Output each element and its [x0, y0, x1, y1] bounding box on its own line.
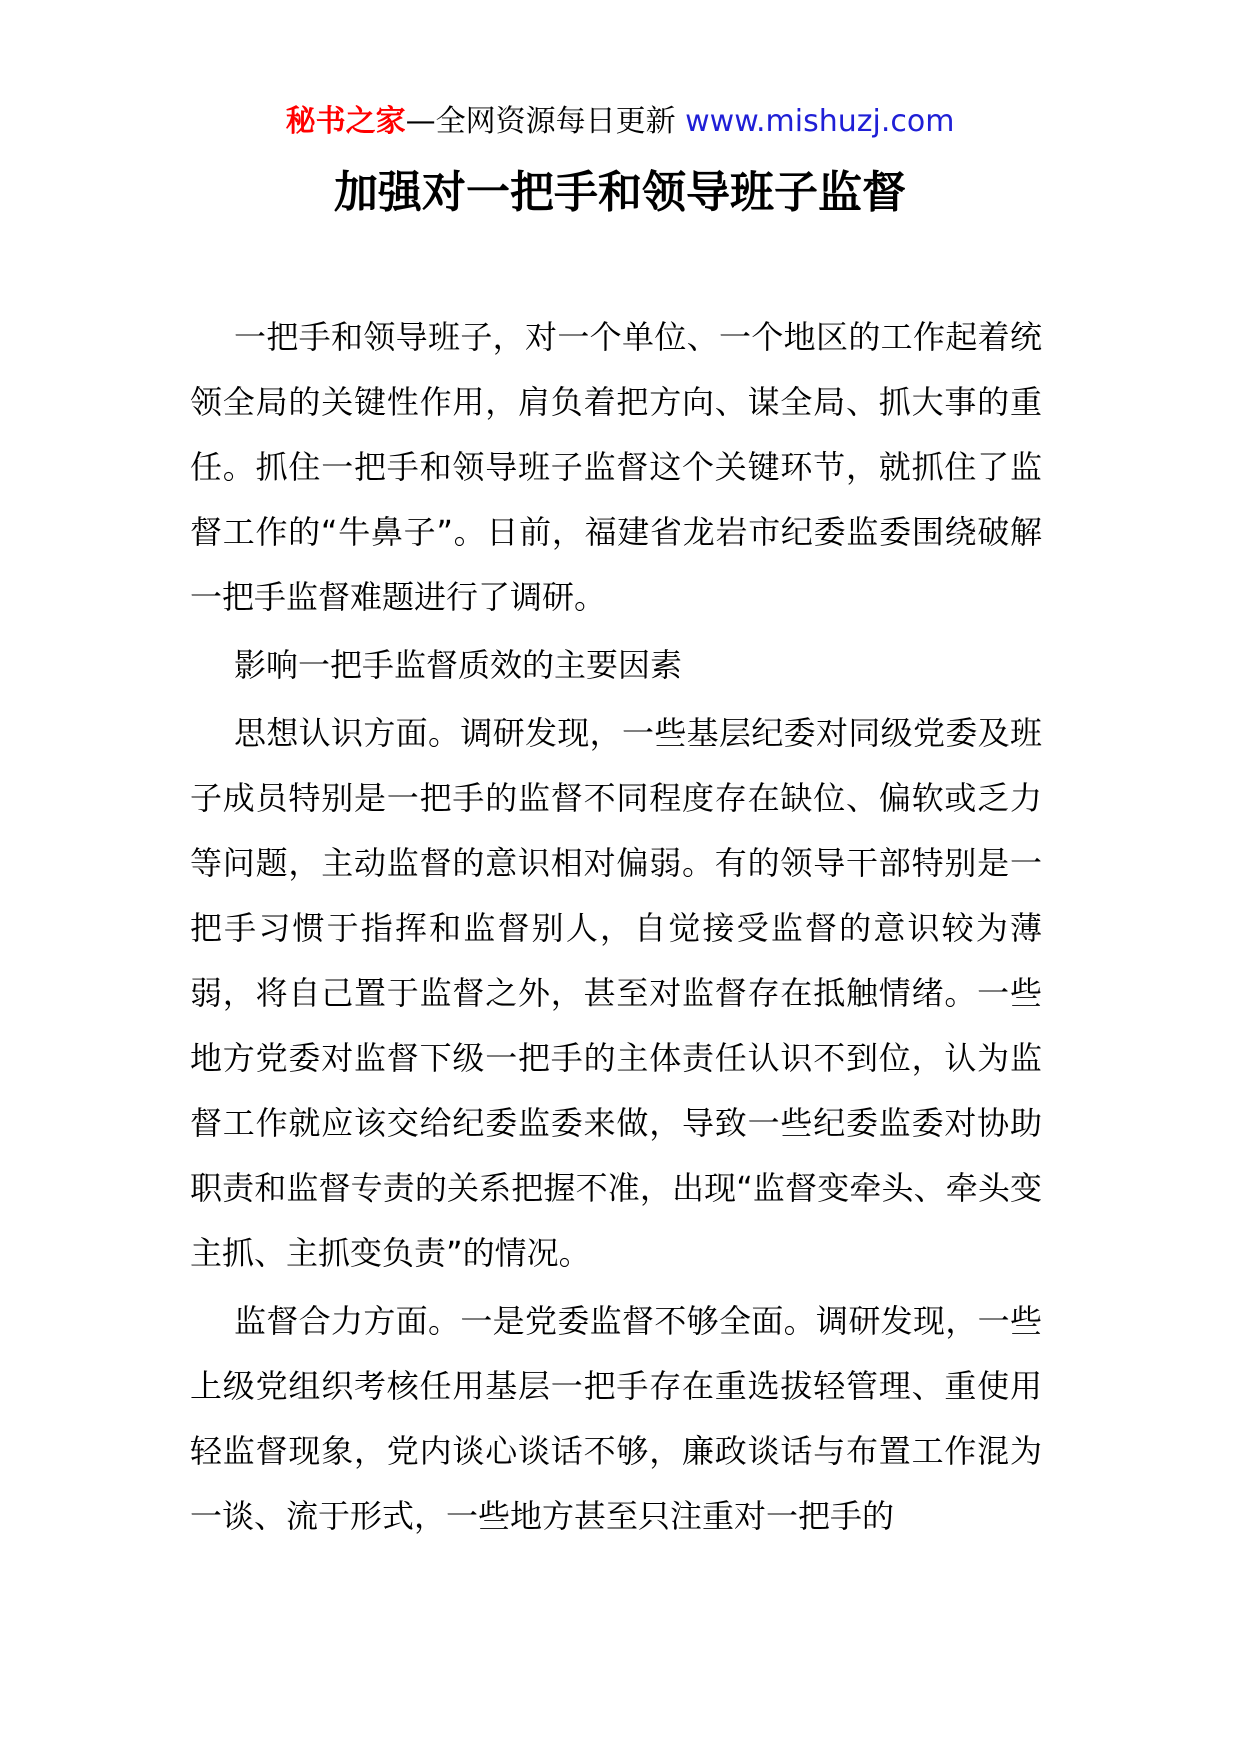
document-body: [190, 305, 1042, 1552]
site-header: [0, 100, 1240, 144]
section-heading: 影响一把手监督质效的主要因素: [234, 646, 683, 684]
paragraph-synergy: 监督合力方面。一是党委监督不够全面。调研发现，一些上级党组织考核任用基层一把手存在重选拔轻管理、重使用轻监督现象，党内谈心谈话不够，廉政谈话与布置工作混为一谈、流于形式，一些地方甚至只注重对一把手的: [190, 1302, 1042, 1535]
document-title: 加强对一把手和领导班子监督: [334, 167, 906, 218]
site-url-link[interactable]: www.mishuzj.com: [685, 104, 955, 139]
header-tagline: —全网资源每日更新: [405, 104, 686, 139]
paragraph-intro: 一把手和领导班子，对一个单位、一个地区的工作起着统领全局的关键性作用，肩负着把方向、谋全局、抓大事的重任。抓住一把手和领导班子监督这个关键环节，就抓住了监督工作的“牛鼻子”。日前，福建省龙岩市纪委监委围绕破解一把手监督难题进行了调研。: [190, 318, 1042, 616]
paragraph-ideology: 思想认识方面。调研发现，一些基层纪委对同级党委及班子成员特别是一把手的监督不同程度存在缺位、偏软或乏力等问题，主动监督的意识相对偏弱。有的领导干部特别是一把手习惯于指挥和监督别人，自觉接受监督的意识较为薄弱，将自己置于监督之外，甚至对监督存在抵触情绪。一些地方党委对监督下级一把手的主体责任认识不到位，认为监督工作就应该交给纪委监委来做，导致一些纪委监委对协助职责和监督专责的关系把握不准，出现“监督变牵头、牵头变主抓、主抓变负责”的情况。: [190, 714, 1042, 1272]
brand-name: 秘书之家: [285, 104, 406, 139]
